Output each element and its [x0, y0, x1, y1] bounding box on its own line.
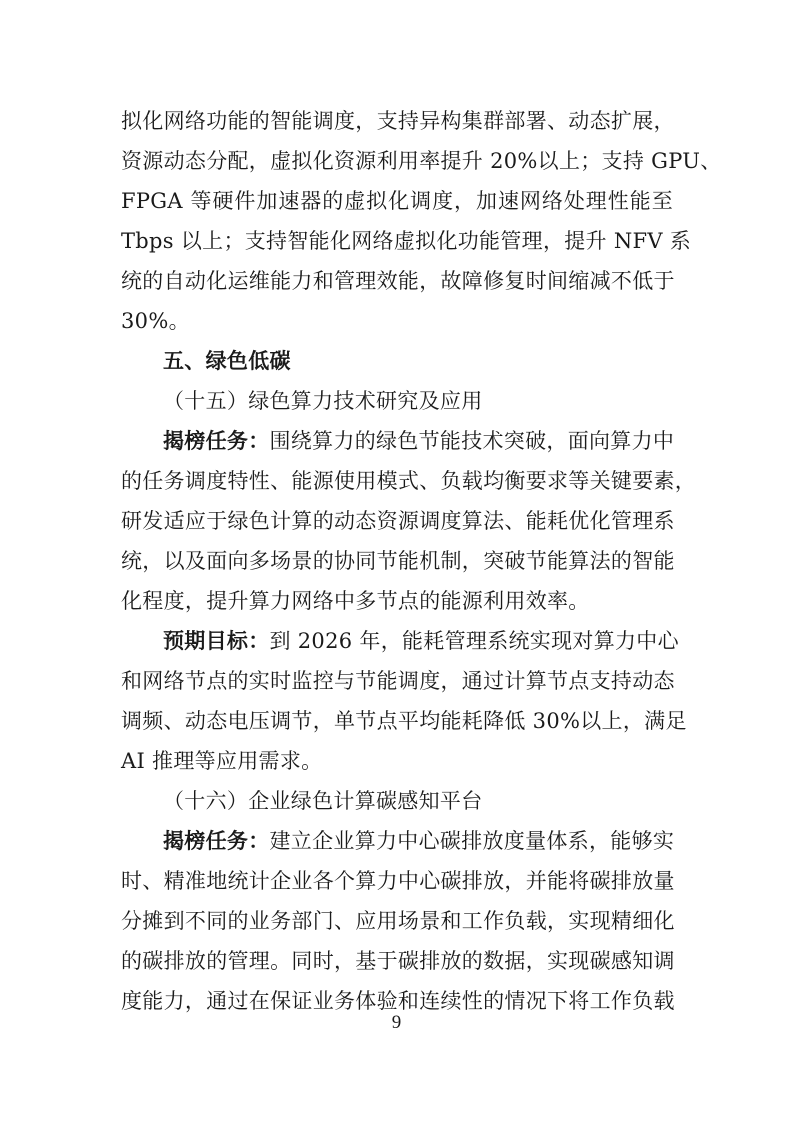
task-text: 建立企业算力中心碳排放度量体系，能够实	[269, 829, 675, 853]
body-line: 时、精准地统计企业各个算力中心碳排放，并能将碳排放量	[121, 869, 675, 893]
body-line: 调频、动态电压调节，单节点平均能耗降低 30%以上，满足	[121, 709, 687, 733]
body-line: 资源动态分配，虚拟化资源利用率提升 20%以上；支持 GPU、	[121, 149, 722, 173]
goal-paragraph-start	[163, 626, 679, 656]
subsection-title: （十五）绿色算力技术研究及应用	[163, 389, 483, 413]
section-heading: 五、绿色低碳	[163, 349, 291, 373]
body-line: 统的自动化运维能力和管理效能，故障修复时间缩减不低于	[121, 269, 675, 293]
task-text: 围绕算力的绿色节能技术突破，面向算力中	[269, 429, 675, 453]
task-label: 揭榜任务：	[163, 829, 270, 853]
body-line: 拟化网络功能的智能调度，支持异构集群部署、动态扩展，	[121, 109, 675, 133]
body-line: 化程度，提升算力网络中多节点的能源利用效率。	[121, 589, 590, 613]
body-line: AI 推理等应用需求。	[121, 749, 323, 773]
task-paragraph-start	[163, 826, 673, 856]
body-line: 和网络节点的实时监控与节能调度，通过计算节点支持动态	[121, 669, 675, 693]
goal-text: 到 2026 年，能耗管理系统实现对算力中心	[269, 629, 679, 653]
goal-label: 预期目标：	[163, 629, 270, 653]
page-number: 9	[391, 1012, 402, 1033]
body-line: 统，以及面向多场景的协同节能机制，突破节能算法的智能	[121, 549, 675, 573]
body-line: FPGA 等硬件加速器的虚拟化调度，加速网络处理性能至	[121, 189, 673, 213]
body-line: 研发适应于绿色计算的动态资源调度算法、能耗优化管理系	[121, 509, 675, 533]
body-line: 分摊到不同的业务部门、应用场景和工作负载，实现精细化	[121, 909, 675, 933]
body-line: 的碳排放的管理。同时，基于碳排放的数据，实现碳感知调	[121, 949, 675, 973]
subsection-title: （十六）企业绿色计算碳感知平台	[163, 789, 483, 813]
body-line: 的任务调度特性、能源使用模式、负载均衡要求等关键要素，	[121, 469, 697, 493]
task-label: 揭榜任务：	[163, 429, 270, 453]
body-line: Tbps 以上；支持智能化网络虚拟化功能管理，提升 NFV 系	[121, 229, 692, 253]
task-paragraph-start	[163, 426, 673, 456]
body-line: 度能力，通过在保证业务体验和连续性的情况下将工作负载	[121, 989, 675, 1013]
body-line: 30%。	[121, 309, 190, 333]
